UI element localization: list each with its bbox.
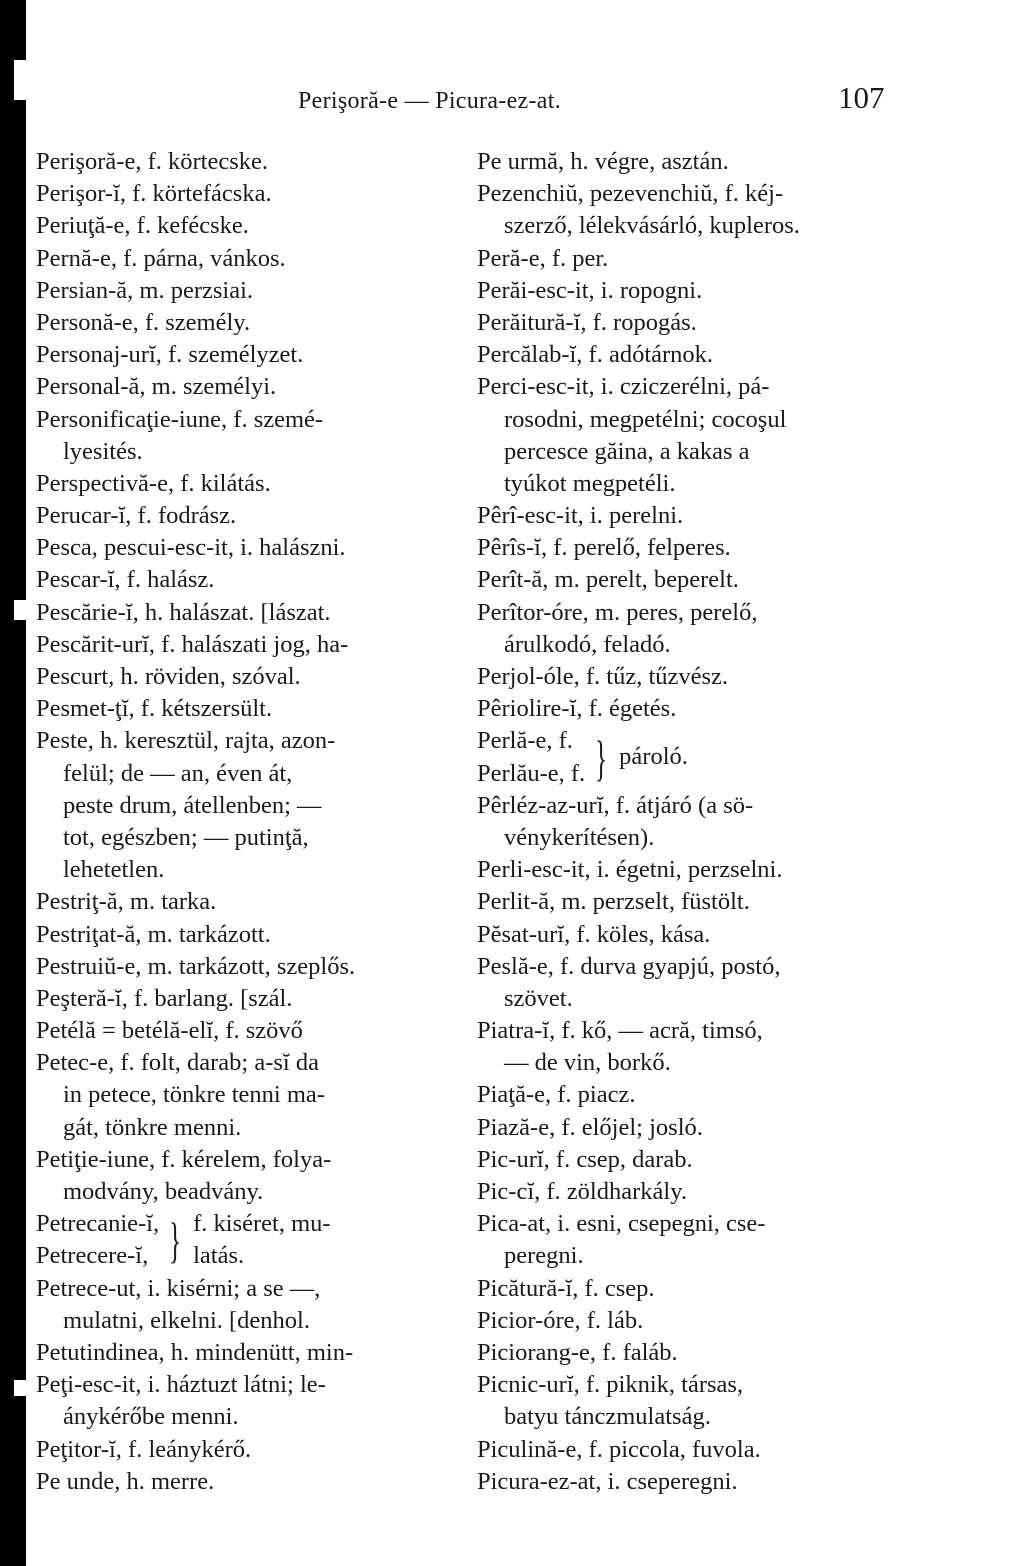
entry-continuation: tot, egészben; — putinţă,: [63, 823, 309, 851]
entry-headword: Perlău-e, f.: [477, 759, 586, 787]
entry-line: Pesca, pescui-esc-it, i. halászni.: [36, 534, 346, 562]
entry-continuation: tyúkot megpetéli.: [504, 469, 676, 497]
entry-line: Petiţie-iune, f. kérelem, folya-: [36, 1145, 332, 1173]
entry-line: Pescărit-urĭ, f. halászati jog, ha-: [36, 630, 349, 658]
left-column: [36, 146, 454, 1498]
entry-continuation: felül; de — an, éven át,: [63, 759, 293, 787]
entry-line: Pestriţ-ă, m. tarka.: [36, 888, 217, 916]
entry-line: Pernă-e, f. párna, vánkos.: [36, 244, 286, 272]
entry-line: Perli-esc-it, i. égetni, perzselni.: [477, 856, 783, 884]
entry-line: Pêrléz-az-urĭ, f. átjáró (a sö-: [477, 791, 754, 819]
entry-line: Petélă = betélă-elĭ, f. szövő: [36, 1017, 303, 1045]
entry-line: Perjol-óle, f. tűz, tűzvész.: [477, 663, 729, 690]
entry-continuation: ánykérőbe menni.: [63, 1403, 239, 1431]
entry-continuation: peste drum, átellenben; —: [63, 791, 322, 819]
entry-line: Perişoră-e, f. körtecske.: [36, 148, 268, 175]
entry-continuation: modvány, beadvány.: [63, 1178, 264, 1205]
entry-line: Pêriolire-ĭ, f. égetés.: [477, 695, 677, 723]
page-header: [0, 80, 1024, 120]
entry-line: Pic-urĭ, f. csep, darab.: [477, 1145, 693, 1173]
entry-line: Piciorang-e, f. faláb.: [477, 1338, 678, 1366]
entry-continuation: — de vin, borkő.: [504, 1049, 671, 1077]
entry-line: Pescar-ĭ, f. halász.: [36, 566, 215, 594]
entry-line: Piază-e, f. előjel; josló.: [477, 1113, 703, 1141]
entry-definition: latás.: [193, 1242, 245, 1270]
entry-line: Pescurt, h. röviden, szóval.: [36, 663, 301, 690]
entry-line: Peţi-esc-it, i. háztuzt látni; le-: [36, 1371, 326, 1399]
entry-line: Piculină-e, f. piccola, fuvola.: [477, 1435, 761, 1463]
entry-line: Pêrî-esc-it, i. perelni.: [477, 502, 684, 530]
entry-line: Perît-ă, m. perelt, beperelt.: [477, 566, 739, 594]
entry-continuation: árulkodó, feladó.: [504, 630, 671, 658]
entry-continuation: percesce găina, a kakas a: [504, 437, 750, 465]
entry-line: Perăitură-ĭ, f. ropogás.: [477, 308, 697, 336]
entry-continuation: szerző, lélekvásárló, kupleros.: [504, 212, 800, 240]
scan-edge-mark: [14, 1380, 26, 1396]
entry-line: Pic-cĭ, f. zöldharkály.: [477, 1178, 687, 1205]
right-column: [477, 146, 897, 1498]
entry-continuation: batyu tánczmulatság.: [504, 1403, 711, 1431]
braced-entry-group: [36, 1208, 454, 1272]
entry-line: Peră-e, f. per.: [477, 244, 609, 272]
brace-symbol: }: [595, 729, 608, 786]
entry-line: Perlit-ă, m. perzselt, füstölt.: [477, 888, 750, 916]
entry-line: Piatra-ĭ, f. kő, — acră, timsó,: [477, 1017, 763, 1045]
entry-continuation: in petece, tönkre tenni ma-: [63, 1081, 325, 1109]
scan-edge-mark: [14, 600, 26, 620]
entry-line: Picătură-ĭ, f. csep.: [477, 1274, 655, 1302]
entry-line: Personal-ă, m. személyi.: [36, 373, 277, 401]
entry-line: Petutindinea, h. mindenütt, min-: [36, 1338, 354, 1366]
entry-line: Pe unde, h. merre.: [36, 1467, 215, 1495]
entry-headword: Petrecere-ĭ,: [36, 1242, 149, 1270]
entry-line: Peste, h. keresztül, rajta, azon-: [36, 727, 336, 755]
entry-continuation: lehetetlen.: [63, 856, 165, 884]
entry-line: Personaj-urĭ, f. személyzet.: [36, 341, 304, 369]
entry-line: Perăi-esc-it, i. ropogni.: [477, 276, 703, 304]
entry-line: Perîtor-óre, m. peres, perelő,: [477, 598, 758, 626]
entry-line: Personă-e, f. személy.: [36, 308, 251, 336]
entry-line: Pezenchiŭ, pezevenchiŭ, f. kéj-: [477, 180, 784, 208]
entry-line: Picnic-urĭ, f. piknik, társas,: [477, 1371, 744, 1399]
entry-line: Pêrîs-ĭ, f. perelő, felperes.: [477, 534, 731, 562]
entry-definition: pároló.: [619, 743, 688, 771]
entry-headword: Perlă-e, f.: [477, 727, 573, 755]
entry-line: Pica-at, i. esni, csepegni, cse-: [477, 1210, 766, 1238]
page-number: 107: [838, 80, 885, 115]
entry-line: Petec-e, f. folt, darab; a-sĭ da: [36, 1049, 319, 1077]
running-title: Perişoră-e — Picura-ez-at.: [298, 88, 562, 114]
entry-continuation: lyesités.: [63, 437, 143, 465]
entry-line: Persian-ă, m. perzsiai.: [36, 276, 254, 304]
entry-definition: f. kiséret, mu-: [193, 1210, 331, 1238]
braced-entry-group: [477, 725, 897, 789]
entry-continuation: rosodni, megpetélni; cocoşul: [504, 405, 787, 433]
entry-line: Pestriţat-ă, m. tarkázott.: [36, 920, 271, 948]
entry-line: Peslă-e, f. durva gyapjú, postó,: [477, 952, 781, 980]
entry-continuation: vénykerítésen).: [504, 823, 655, 851]
entry-continuation: mulatni, elkelni. [denhol.: [63, 1306, 310, 1334]
entry-line: Pesmet-ţĭ, f. kétszersült.: [36, 695, 273, 723]
entry-line: Picior-óre, f. láb.: [477, 1306, 644, 1334]
entry-line: Piaţă-e, f. piacz.: [477, 1081, 636, 1109]
entry-headword: Petrecanie-ĭ,: [36, 1210, 160, 1238]
entry-line: Pestruiŭ-e, m. tarkázott, szeplős.: [36, 952, 356, 980]
entry-line: Pĕsat-urĭ, f. köles, kása.: [477, 920, 711, 948]
entry-line: Perişor-ĭ, f. körtefácska.: [36, 180, 272, 208]
entry-line: Perci-esc-it, i. cziczerélni, pá-: [477, 373, 770, 401]
entry-line: Periuţă-e, f. kefécske.: [36, 212, 249, 240]
entry-line: Picura-ez-at, i. cseperegni.: [477, 1467, 738, 1495]
entry-line: Personificaţie-iune, f. szemé-: [36, 405, 324, 433]
scan-binding-edge: [0, 0, 26, 1566]
entry-line: Petrece-ut, i. kisérni; a se —,: [36, 1274, 321, 1302]
entry-line: Pescărie-ĭ, h. halászat. [lászat.: [36, 598, 331, 626]
entry-line: Peşteră-ĭ, f. barlang. [szál.: [36, 984, 293, 1012]
entry-line: Perucar-ĭ, f. fodrász.: [36, 502, 237, 530]
brace-symbol: }: [169, 1212, 182, 1269]
entry-line: Perspectivă-e, f. kilátás.: [36, 469, 271, 497]
entry-line: Peţitor-ĭ, f. leánykérő.: [36, 1435, 252, 1463]
entry-continuation: peregni.: [504, 1242, 584, 1270]
entry-line: Pe urmă, h. végre, asztán.: [477, 148, 729, 175]
entry-continuation: szövet.: [504, 984, 573, 1012]
entry-line: Percălab-ĭ, f. adótárnok.: [477, 341, 714, 369]
entry-continuation: gát, tönkre menni.: [63, 1113, 242, 1141]
